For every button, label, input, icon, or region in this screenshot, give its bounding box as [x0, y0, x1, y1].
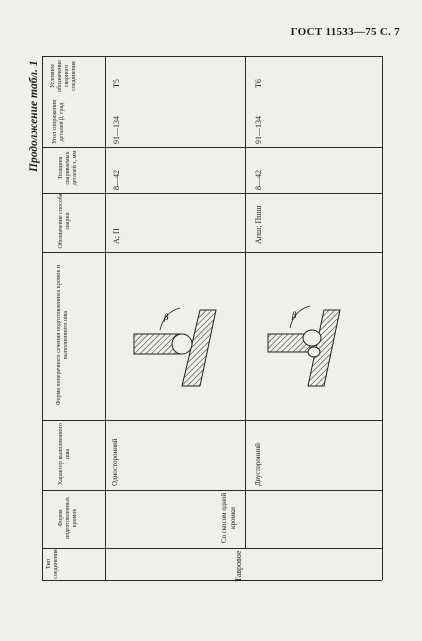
beta-label: β: [164, 313, 169, 322]
row2-method: Апш; Пшш: [254, 205, 263, 244]
edge-form-value: Со скосом одной кромки: [220, 492, 237, 544]
page-header: ГОСТ 11533—75 С. 7: [290, 26, 400, 38]
weld-sketch-double-icon: [264, 290, 354, 390]
header-angle: Угол сопряжения деталей β, град: [52, 100, 65, 144]
row2-thickness: 8—42: [254, 170, 263, 190]
weld-sketch-single-icon: [130, 290, 220, 390]
row2-seam: Двусторонний: [254, 443, 262, 486]
row1-seam: Односторонний: [111, 438, 119, 486]
joint-type-value: Тавровое: [234, 550, 243, 582]
header-welding-method: Обозначение способа сварки: [58, 193, 71, 249]
table-continuation-caption: Продолжение табл. 1: [28, 60, 40, 172]
row1-method: А; П: [112, 228, 121, 244]
header-thickness: Толщина свариваемых деталей s, мм: [58, 150, 78, 186]
row1-designation: Т5: [112, 79, 121, 88]
header-designation: Условное обозначение сварного соединения: [50, 60, 77, 92]
beta-label: β: [292, 311, 297, 320]
header-seam-character: Характер выполненного шва: [58, 423, 71, 485]
header-section-form: Форма поперечного сечения подготовленных кромок и выполненного шва: [56, 264, 69, 406]
row2-angle: 91—134: [254, 116, 263, 144]
header-edge-form: Форма подготовленных кромок: [58, 497, 78, 539]
row1-thickness: 8—42: [112, 170, 121, 190]
header-joint-type: Тип соединения: [46, 549, 59, 579]
row1-angle: 91—134: [112, 116, 121, 144]
row2-designation: Т6: [254, 79, 263, 88]
